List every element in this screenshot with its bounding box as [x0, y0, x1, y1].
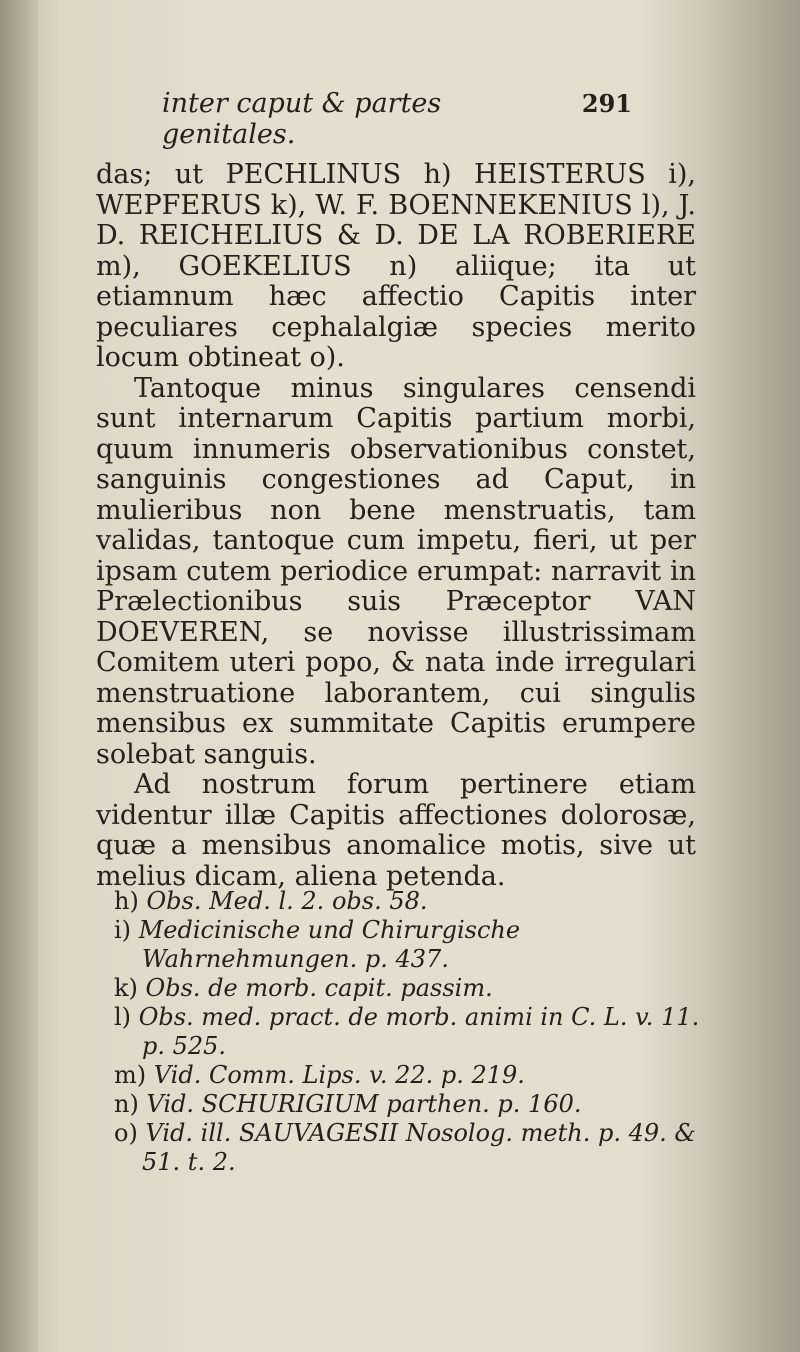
footnote: l) Obs. med. pract. de morb. animi in C. L. v. 11. p. 525.	[114, 1003, 700, 1060]
footnote: n) Vid. SCHURIGIUM parthen. p. 160.	[114, 1090, 582, 1118]
footnote: i) Medicinische und Chirurgische Wahrnehmungen. p. 437.	[114, 916, 521, 973]
footnote: m) Vid. Comm. Lips. v. 22. p. 219.	[114, 1061, 525, 1089]
main-text	[96, 160, 696, 892]
page-edge-shadow	[705, 0, 800, 1352]
footnote: k) Obs. de morb. capit. passim.	[114, 974, 493, 1002]
paragraph-3: Ad nostrum forum pertinere etiam videntur illæ Capitis affectiones dolorosæ, quæ a mensibus anomalice motis, sive ut melius dicam, aliena petenda.	[96, 769, 696, 892]
page-number: 291	[581, 89, 632, 118]
page-header	[162, 88, 632, 150]
page-gutter	[0, 0, 38, 1352]
footnotes	[108, 887, 708, 1177]
paragraph-1: das; ut PECHLINUS h) HEISTERUS i), WEPFERUS k), W. F. BOENNEKENIUS l), J. D. REICHELIUS & D. DE LA ROBERIERE m), GOEKELIUS n) aliique; ita ut etiamnum hæc affectio Capitis inter peculiares cephalalgiæ species merito locum obtineat o).	[96, 159, 696, 373]
paragraph-2: Tantoque minus singulares censendi sunt internarum Capitis partium morbi, quum innumeris observationibus constet, sanguinis congestiones ad Caput, in mulieribus non bene menstruatis, tam validas, tantoque cum impetu, fieri, ut per ipsam cutem periodice erumpat: narravit in Prælectionibus suis Præceptor VAN DOEVEREN, se novisse illustrissimam Comitem uteri popo, & nata inde irregulari menstruatione laborantem, cui singulis mensibus ex summitate Capitis erumpere solebat sanguis.	[96, 372, 696, 770]
running-title: inter caput & partes genitales.	[162, 88, 442, 150]
footnote: h) Obs. Med. l. 2. obs. 58.	[114, 887, 428, 915]
footnote: o) Vid. ill. SAUVAGESII Nosolog. meth. p. 49. & 51. t. 2.	[114, 1119, 696, 1176]
